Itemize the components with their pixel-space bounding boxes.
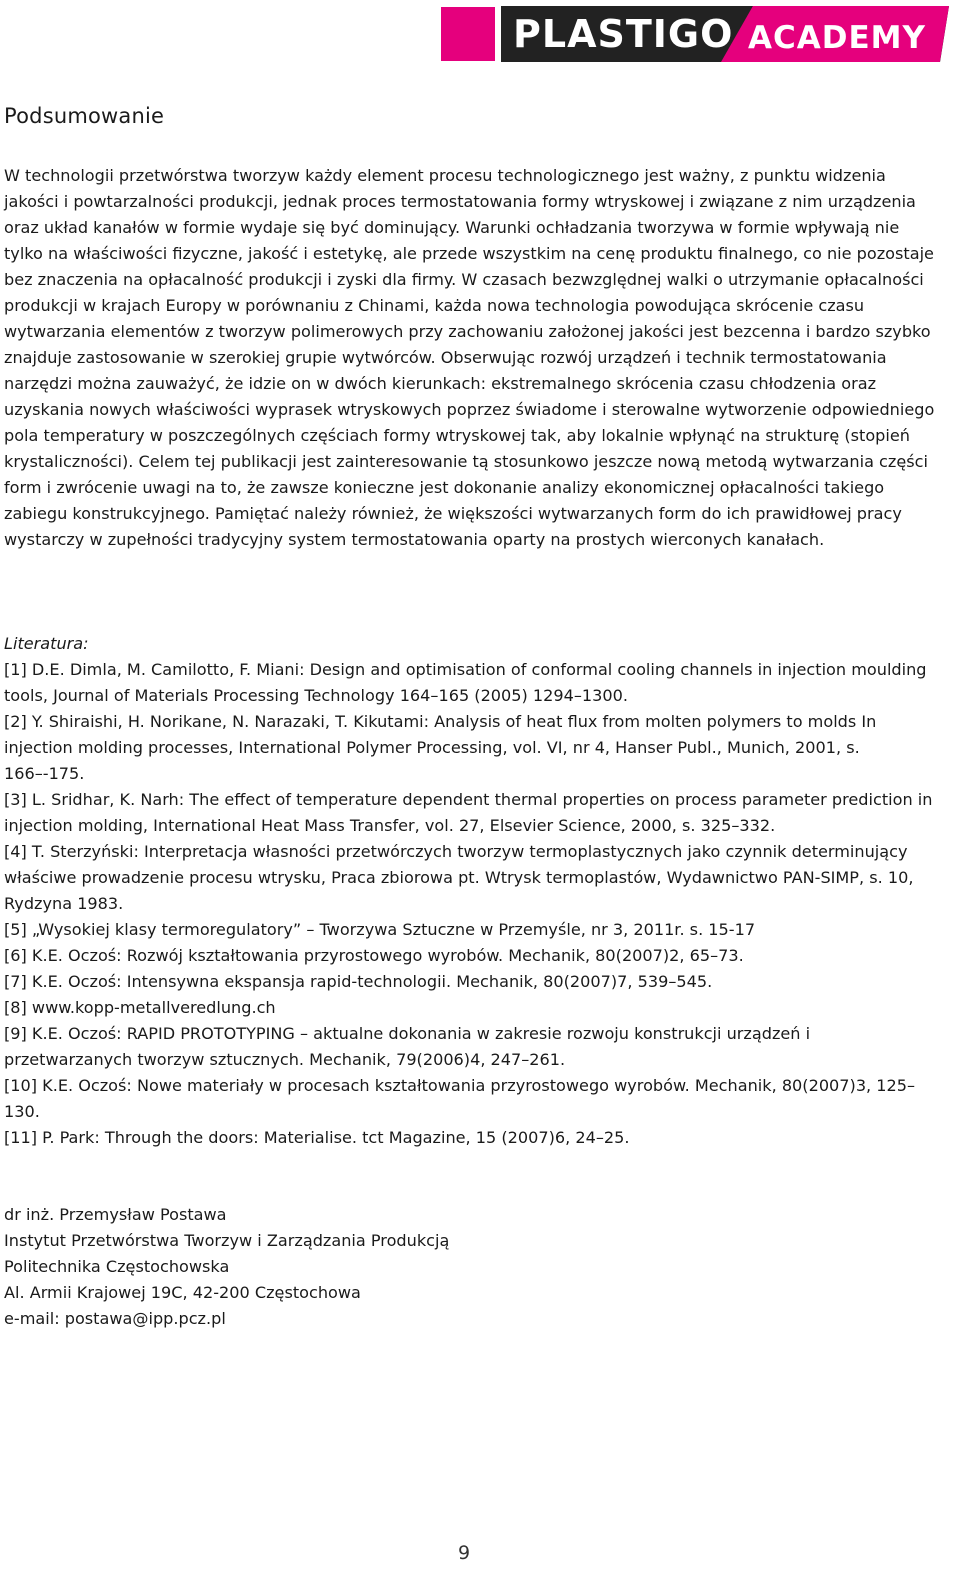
reference-item: [8] www.kopp-metallveredlung.ch [4, 998, 276, 1017]
reference-item: [1] D.E. Dimla, M. Camilotto, F. Miani: Design and optimisation of conformal cooling channels in injection moulding tools, Journal of Materials Processing Technology 164–165 (2005) 1294–1300. [4, 660, 927, 705]
reference-item: [11] P. Park: Through the doors: Materialise. tct Magazine, 15 (2007)6, 24–25. [4, 1128, 630, 1147]
reference-item: [3] L. Sridhar, K. Narh: The effect of temperature dependent thermal properties on process parameter prediction in injection molding, International Heat Mass Transfer, vol. 27, Elsevier Science, 2000, s. 325–332. [4, 790, 933, 835]
author-name: dr inż. Przemysław Postawa [4, 1205, 227, 1224]
author-address: Al. Armii Krajowej 19C, 42-200 Częstochowa [4, 1283, 361, 1302]
reference-item: [5] „Wysokiej klasy termoregulatory” – Tworzywa Sztuczne w Przemyśle, nr 3, 2011r. s. 15-17 [4, 920, 756, 939]
reference-item: [2] Y. Shiraishi, H. Norikane, N. Narazaki, T. Kikutami: Analysis of heat flux from molten polymers to molds In injection molding processes, International Polymer Processing, vol. VI, nr 4, Hanser Publ., Munich, 2001, s. 166–-175. [4, 712, 877, 783]
author-institute: Instytut Przetwórstwa Tworzyw i Zarządzania Produkcją [4, 1231, 450, 1250]
author-block [4, 1202, 939, 1332]
plastigo-academy-logo [441, 6, 949, 62]
summary-paragraph: W technologii przetwórstwa tworzyw każdy element procesu technologicznego jest ważny, z punktu widzenia jakości i powtarzalności produkcji, jednak proces termostatowania formy wtryskowej i związane z nim urządzenia oraz układ kanałów w formie wydaje się być dominujący. Warunki ochładzania tworzywa w formie wpływają nie tylko na właściwości fizyczne, jakość i estetykę, ale przede wszystkim na cenę produktu finalnego, co nie pozostaje bez znaczenia na opłacalność produkcji i zyski dla firmy. W czasach bezwzględnej walki o utrzymanie opłacalności produkcji w krajach Europy w porównaniu z Chinami, każda nowa technologia powodująca skrócenie czasu wytwarzania elementów z tworzyw polimerowych przy zachowaniu założonej jakości jest bezcenna i bardzo szybko znajduje zastosowanie w szerokiej grupie wytwórców. Obserwując rozwój urządzeń i technik termostatowania narzędzi można zauważyć, że idzie on w dwóch kierunkach: ekstremalnego skrócenia czasu chłodzenia oraz uzyskania nowych właściwości wyprasek wtryskowych poprzez świadome i sterowalne wytworzenie odpowiedniego pola temperatury w poszczególnych częściach formy wtryskowej tak, aby lokalnie wpłynąć na strukturę (stopień krystaliczności). Celem tej publikacji jest zainteresowanie tą stosunkowo jeszcze nową metodą wytwarzania części form i zwrócenie uwagi na to, że zawsze konieczne jest dokonanie analizy ekonomicznej opłacalności takiego zabiegu konstrukcyjnego. Pamiętać należy również, że większości wytwarzanych form do ich prawidłowej pracy wystarczy w zupełności tradycyjny system termostatowania oparty na prostych wierconych kanałach. [4, 166, 935, 549]
references-list [4, 657, 939, 1151]
author-email: e-mail: postawa@ipp.pcz.pl [4, 1309, 226, 1328]
logo-academy-text: ACADEMY [748, 20, 926, 56]
reference-item: [6] K.E. Oczoś: Rozwój kształtowania przyrostowego wyrobów. Mechanik, 80(2007)2, 65–73. [4, 946, 744, 965]
reference-item: [10] K.E. Oczoś: Nowe materiały w procesach kształtowania przyrostowego wyrobów. Mechanik, 80(2007)3, 125–130. [4, 1076, 916, 1121]
section-heading: Podsumowanie [4, 104, 165, 128]
logo-pink-square [441, 7, 495, 61]
reference-item: [7] K.E. Oczoś: Intensywna ekspansja rapid-technologii. Mechanik, 80(2007)7, 539–545. [4, 972, 713, 991]
logo-brand-text: PLASTIGO [513, 12, 734, 56]
author-university: Politechnika Częstochowska [4, 1257, 230, 1276]
reference-item: [4] T. Sterzyński: Interpretacja własności przetwórczych tworzyw termoplastycznych jako czynnik determinujący właściwe prowadzenie procesu wtrysku, Praca zbiorowa pt. Wtrysk termoplastów, Wydawnictwo PAN-SIMP, s. 10, Rydzyna 1983. [4, 842, 914, 913]
reference-item: [9] K.E. Oczoś: RAPID PROTOTYPING – aktualne dokonania w zakresie rozwoju konstrukcji urządzeń i przetwarzanych tworzyw sztucznych. Mechanik, 79(2006)4, 247–261. [4, 1024, 811, 1069]
page-number: 9 [457, 1542, 471, 1564]
references-label: Literatura: [4, 634, 89, 653]
